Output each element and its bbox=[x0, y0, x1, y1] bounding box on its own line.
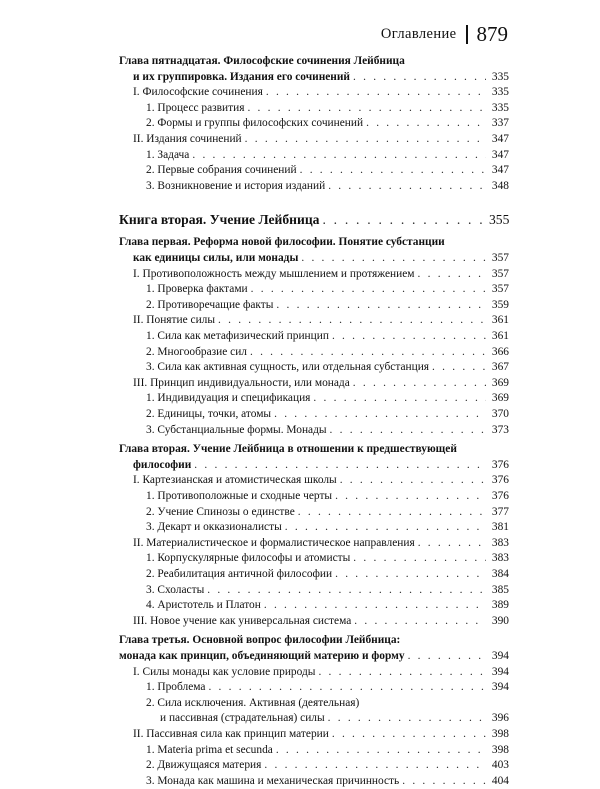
toc-entry bbox=[0, 567, 600, 583]
toc-entry bbox=[0, 505, 600, 521]
subsection-title: 2. Первые собрания сочинений bbox=[146, 164, 297, 177]
dot-leader bbox=[251, 282, 486, 298]
dot-leader bbox=[318, 665, 486, 681]
dot-leader bbox=[285, 520, 486, 536]
page-ref: 361 bbox=[491, 314, 509, 327]
page-ref: 355 bbox=[489, 212, 510, 228]
chapter-title-line: монада как принцип, объединяющий материю и форму bbox=[119, 650, 405, 662]
chapter-title-line: как единицы силы, или монады bbox=[133, 252, 299, 264]
subsection-title: 2. Формы и группы философских сочинений bbox=[146, 117, 364, 130]
page-ref: 361 bbox=[491, 330, 509, 342]
toc-chapter-15-title bbox=[0, 54, 600, 70]
dot-leader bbox=[276, 298, 486, 314]
page-ref: 335 bbox=[491, 86, 509, 99]
dot-leader bbox=[335, 567, 486, 583]
subsection-title: 2. Учение Спинозы о единстве bbox=[146, 505, 295, 518]
page-ref: 347 bbox=[491, 164, 509, 177]
dot-leader bbox=[207, 583, 486, 599]
toc-entry bbox=[0, 598, 600, 614]
dot-leader bbox=[353, 551, 486, 567]
page-ref: 398 bbox=[491, 728, 509, 740]
dot-leader bbox=[245, 132, 486, 148]
chapter-title-line: философии bbox=[133, 458, 192, 471]
toc-entry bbox=[0, 376, 600, 392]
dot-leader bbox=[402, 774, 486, 789]
page-ref: 367 bbox=[491, 361, 509, 374]
subsection-title: 3. Схоласты bbox=[146, 583, 205, 596]
subsection-title: 1. Проблема bbox=[146, 681, 206, 694]
subsection-title: 2. Движущаяся материя bbox=[146, 759, 262, 772]
running-header-title: Оглавление bbox=[380, 26, 457, 42]
toc-entry bbox=[0, 665, 600, 681]
toc-entry-multiline bbox=[0, 696, 600, 712]
dot-leader bbox=[353, 70, 486, 86]
dot-leader bbox=[332, 329, 486, 345]
subsection-title: 2. Реабилитация античной философии bbox=[146, 568, 333, 580]
toc-entry bbox=[0, 473, 600, 489]
toc-entry bbox=[0, 520, 600, 536]
dot-leader bbox=[250, 345, 486, 361]
page-ref: 394 bbox=[491, 650, 509, 662]
toc-entry bbox=[0, 132, 600, 148]
toc-entry bbox=[0, 680, 600, 696]
toc-entry bbox=[0, 536, 600, 552]
toc-entry bbox=[0, 251, 600, 267]
toc-entry bbox=[0, 85, 600, 101]
page-ref: 396 bbox=[491, 712, 509, 725]
toc-entry bbox=[0, 116, 600, 132]
page-ref: 394 bbox=[491, 665, 509, 678]
toc-entry bbox=[0, 391, 600, 407]
subsection-title: 1. Процесс развития bbox=[146, 101, 245, 114]
dot-leader bbox=[247, 101, 486, 117]
page-ref: 359 bbox=[491, 298, 509, 311]
subsection-title: 3. Декарт и окказионалисты bbox=[146, 521, 282, 534]
toc-entry bbox=[0, 743, 600, 759]
toc-entry bbox=[0, 458, 600, 474]
page-ref: 369 bbox=[491, 392, 509, 405]
dot-leader bbox=[366, 116, 486, 132]
dot-leader bbox=[418, 267, 486, 283]
section-title: II. Издания сочинений bbox=[133, 133, 242, 145]
page-ref: 377 bbox=[491, 505, 509, 518]
toc-entry bbox=[0, 711, 600, 727]
toc-entry bbox=[0, 282, 600, 298]
chapter-title-line: Глава первая. Реформа новой философии. Понятие субстанции bbox=[119, 236, 445, 249]
dot-leader bbox=[328, 179, 486, 195]
dot-leader bbox=[208, 680, 486, 696]
page-ref: 398 bbox=[491, 743, 509, 756]
toc-entry bbox=[0, 179, 600, 195]
toc-chapter-3-title bbox=[0, 633, 600, 649]
toc-entry bbox=[0, 148, 600, 164]
toc-entry bbox=[0, 70, 600, 86]
page-ref: 390 bbox=[491, 614, 509, 627]
section-title: II. Понятие силы bbox=[133, 314, 216, 327]
dot-leader bbox=[266, 85, 486, 101]
dot-leader bbox=[432, 360, 486, 376]
toc-chapter-1-title bbox=[0, 235, 600, 251]
dot-leader bbox=[322, 211, 486, 229]
dot-leader bbox=[353, 376, 486, 392]
toc-entry bbox=[0, 489, 600, 505]
chapter-title-line: и их группировка. Издания его сочинений bbox=[133, 70, 350, 83]
toc-entry bbox=[0, 360, 600, 376]
dot-leader bbox=[192, 148, 486, 164]
dot-leader bbox=[330, 423, 486, 439]
section-title: III. Принцип индивидуальности, или монада bbox=[133, 376, 350, 389]
section-title: I. Противоположность между мышлением и протяжением bbox=[133, 267, 415, 280]
subsection-title: 3. Сила как активная сущность, или отдельная субстанция bbox=[146, 361, 430, 374]
subsection-title: 1. Materia prima et secunda bbox=[146, 743, 273, 756]
toc-entry bbox=[0, 345, 600, 361]
dot-leader bbox=[194, 458, 486, 474]
subsection-title: 2. Сила исключения. Активная (деятельная) bbox=[146, 696, 360, 709]
chapter-title-line: Глава пятнадцатая. Философские сочинения Лейбница bbox=[119, 55, 405, 67]
section-title: I. Силы монады как условие природы bbox=[133, 665, 316, 678]
book-title: Книга вторая. Учение Лейбница bbox=[119, 212, 320, 228]
subsection-title: 1. Проверка фактами bbox=[146, 283, 248, 296]
dot-leader bbox=[313, 391, 486, 407]
page-ref: 369 bbox=[491, 376, 509, 389]
toc-entry bbox=[0, 407, 600, 423]
page-ref: 376 bbox=[491, 458, 509, 471]
section-title: I. Картезианская и атомистическая школы bbox=[133, 474, 337, 487]
subsection-title: 2. Противоречащие факты bbox=[146, 298, 274, 311]
dot-leader bbox=[332, 727, 486, 743]
toc-chapter-2-title bbox=[0, 442, 600, 458]
toc-entry bbox=[0, 313, 600, 329]
dot-leader bbox=[335, 489, 486, 505]
toc-entry bbox=[0, 774, 600, 789]
toc-entry bbox=[0, 614, 600, 630]
subsection-title: 2. Единицы, точки, атомы bbox=[146, 408, 272, 420]
toc-entry bbox=[0, 649, 600, 665]
dot-leader bbox=[300, 163, 486, 179]
dot-leader bbox=[218, 313, 486, 329]
chapter-title-line: Глава вторая. Учение Лейбница в отношении к предшествующей bbox=[119, 443, 457, 456]
page-ref: 357 bbox=[491, 252, 509, 264]
subsection-title: 1. Сила как метафизический принцип bbox=[146, 330, 329, 342]
page-ref: 403 bbox=[491, 759, 509, 772]
dot-leader bbox=[264, 598, 486, 614]
page-ref: 347 bbox=[491, 133, 509, 145]
section-title: III. Новое учение как универсальная система bbox=[133, 614, 352, 627]
page-ref: 383 bbox=[491, 536, 509, 549]
dot-leader bbox=[298, 505, 486, 521]
running-header bbox=[381, 22, 508, 47]
dot-leader bbox=[264, 758, 486, 774]
page-ref: 366 bbox=[491, 345, 509, 358]
page-ref: 385 bbox=[491, 583, 509, 596]
dot-leader bbox=[408, 649, 486, 665]
page-ref: 347 bbox=[491, 148, 509, 161]
page-ref: 384 bbox=[491, 568, 509, 580]
dot-leader bbox=[328, 711, 486, 727]
page-ref: 383 bbox=[491, 552, 509, 565]
page-ref: 335 bbox=[491, 101, 509, 114]
section-title: II. Пассивная сила как принцип материи bbox=[133, 728, 329, 740]
page-ref: 376 bbox=[491, 490, 509, 502]
toc-entry bbox=[0, 727, 600, 743]
subsection-title: 4. Аристотель и Платон bbox=[146, 599, 261, 612]
page-number: 879 bbox=[476, 22, 508, 46]
toc-entry bbox=[0, 298, 600, 314]
subsection-title: 1. Корпускулярные философы и атомисты bbox=[146, 552, 351, 565]
toc-book-entry bbox=[0, 211, 600, 229]
page-ref: 376 bbox=[491, 474, 509, 487]
toc-entry bbox=[0, 583, 600, 599]
subsection-title: 3. Монада как машина и механическая причинность bbox=[146, 774, 400, 787]
page-ref: 373 bbox=[491, 423, 509, 436]
toc-entry bbox=[0, 329, 600, 345]
page-ref: 357 bbox=[491, 283, 509, 296]
toc-entry bbox=[0, 423, 600, 439]
subsection-title: 2. Многообразие сил bbox=[146, 345, 247, 358]
section-title: I. Философские сочинения bbox=[133, 86, 263, 99]
toc-entry bbox=[0, 758, 600, 774]
subsection-title: 1. Противоположные и сходные черты bbox=[146, 490, 333, 502]
dot-leader bbox=[301, 251, 486, 267]
page-ref: 348 bbox=[491, 179, 509, 192]
chapter-title-line: Глава третья. Основной вопрос философии Лейбница: bbox=[119, 634, 401, 647]
toc-entry bbox=[0, 101, 600, 117]
dot-leader bbox=[274, 407, 486, 423]
toc-entry bbox=[0, 551, 600, 567]
page-ref: 370 bbox=[491, 408, 509, 420]
page-ref: 394 bbox=[491, 681, 509, 694]
page-ref: 335 bbox=[491, 70, 509, 83]
header-divider bbox=[466, 25, 468, 44]
section-title: II. Материалистическое и формалистическое направления bbox=[133, 536, 415, 549]
dot-leader bbox=[276, 743, 486, 759]
toc-entry bbox=[0, 163, 600, 179]
subsection-title-continued: и пассивная (страдательная) силы bbox=[160, 712, 325, 725]
subsection-title: 1. Задача bbox=[146, 148, 190, 161]
page-ref: 389 bbox=[491, 599, 509, 612]
dot-leader bbox=[340, 473, 486, 489]
page-ref: 404 bbox=[491, 774, 509, 787]
subsection-title: 1. Индивидуация и спецификация bbox=[146, 392, 311, 405]
page-ref: 357 bbox=[491, 267, 509, 280]
dot-leader bbox=[354, 614, 486, 630]
page-ref: 381 bbox=[491, 521, 509, 534]
subsection-title: 3. Возникновение и история изданий bbox=[146, 179, 326, 192]
toc-entry bbox=[0, 267, 600, 283]
page-ref: 337 bbox=[491, 117, 509, 130]
dot-leader bbox=[418, 536, 486, 552]
subsection-title: 3. Субстанциальные формы. Монады bbox=[146, 423, 327, 436]
